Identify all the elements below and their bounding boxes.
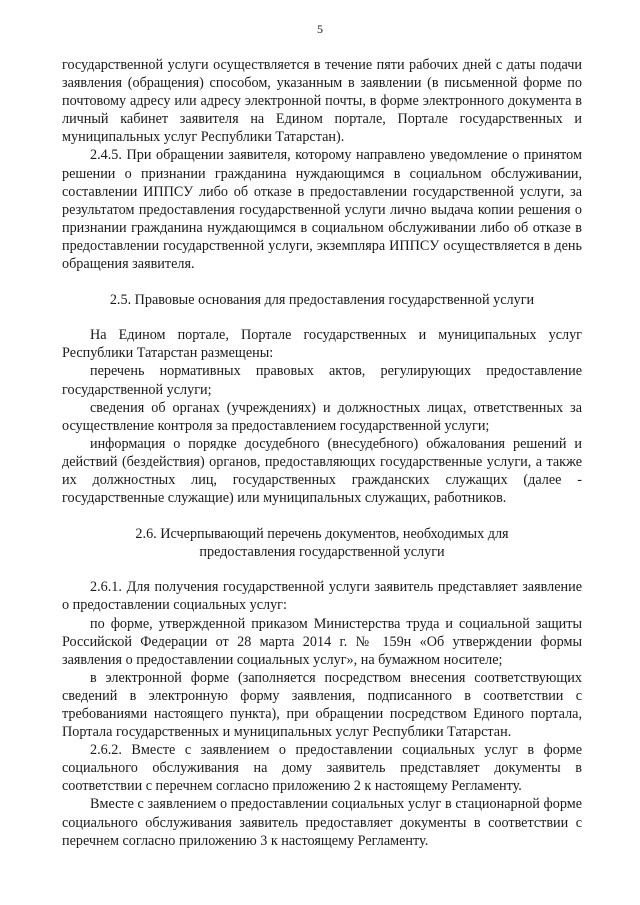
paragraph-continuation: государственной услуги осуществляется в течение пяти рабочих дней с даты подачи заявления (обращения) способом, указанным в заявлении (в письменной форме по почтовому адресу или адресу электронной почты, в форме электронного документа в личный кабинет заявителя на Едином портале, Портале государственных и муниципальных услуг Республики Татарстан).: [62, 57, 582, 146]
page-number: 5: [317, 22, 323, 36]
paragraph-paper-form: по форме, утвержденной приказом Министерства труда и социальной защиты Российской Федерации от 28 марта 2014 г. № 159н «Об утверждении формы заявления о предоставлении социальных услуг», на бумажном носителе;: [62, 615, 582, 668]
paragraph-portal-info: На Едином портале, Портале государственных и муниципальных услуг Республики Татарстан размещены:: [62, 327, 582, 362]
paragraph-electronic-form: в электронной форме (заполняется посредством внесения соответствующих сведений в электронную форму заявления, подписанного в соответствии с требованиями настоящего пункта), при обращении посредством Единого портала, Портала государственных и муниципальных услуг Республики Татарстан.: [62, 669, 582, 741]
paragraph-2-4-5: 2.4.5. При обращении заявителя, которому направлено уведомление о принятом решении о признании гражданина нуждающимся в социальном обслуживании, составлении ИППСУ либо об отказе в предоставлении государственной услуги, за результатом предоставления государственной услуги лично выдача копии решения о признании гражданина нуждающимся в социальном обслуживании либо об отказе в предоставлении государственной услуги, экземпляра ИППСУ осуществляется в день обращения заявителя.: [62, 147, 582, 273]
paragraph-2-6-2: 2.6.2. Вместе с заявлением о предоставлении социальных услуг в форме социального обслуживания на дому заявитель представляет документы в соответствии с перечнем согласно приложению 2 к настоящему Регламенту.: [62, 742, 582, 795]
document-body: [62, 56, 582, 850]
section-heading-2-6-line1: 2.6. Исчерпывающий перечень документов, необходимых для: [135, 526, 509, 543]
section-heading-2-6-line2: предоставления государственной услуги: [199, 544, 445, 561]
section-heading-2-5: 2.5. Правовые основания для предоставления государственной услуги: [109, 292, 535, 309]
paragraph-stationary-form: Вместе с заявлением о предоставлении социальных услуг в стационарной форме социального обслуживания заявитель предоставляет документы в соответствии с перечнем согласно приложению 3 к настоящему Регламенту.: [62, 796, 582, 849]
paragraph-legal-acts: перечень нормативных правовых актов, регулирующих предоставление государственной услуги;: [62, 363, 582, 398]
paragraph-2-6-1: 2.6.1. Для получения государственной услуги заявитель представляет заявление о предоставлении социальных услуг:: [62, 579, 582, 614]
paragraph-control-bodies: сведения об органах (учреждениях) и должностных лицах, ответственных за осуществление контроля за предоставлением государственной услуги;: [62, 399, 582, 434]
paragraph-appeal-procedure: информация о порядке досудебного (внесудебного) обжалования решений и действий (бездействия) органов, предоставляющих государственные услуги, а также их должностных лиц, государственных гражданских служащих (далее - государственные служащие) или муниципальных служащих, работников.: [62, 435, 582, 507]
